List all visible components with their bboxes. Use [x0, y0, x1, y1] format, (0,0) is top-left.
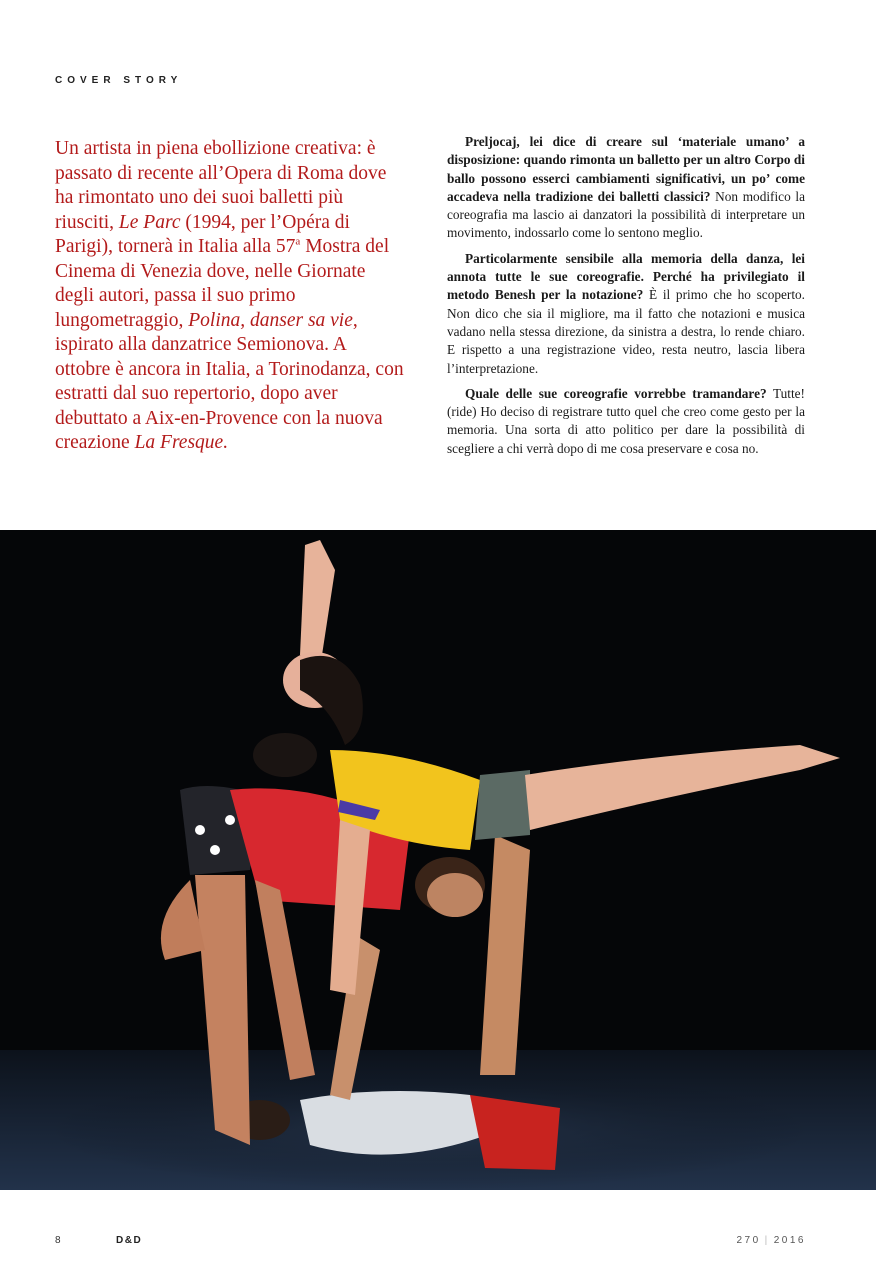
issue-number: 270: [736, 1235, 761, 1246]
lead-text-1: Un artista in piena ebollizione creativa: è passato di recente all’Opera di Roma dove ha rimontato uno dei suoi balletti più riusciti,: [55, 138, 387, 233]
interview-answer: Non modifico la coreografia ma lascio ai danzatori la possibilità di interpretare un movimento, indossarlo come lo sentono meglio.: [447, 188, 805, 241]
lead-text-4: , ispirato alla danzatrice Semionova. A ottobre è ancora in Italia, a Torinodanza, con estratti dal suo repertorio, dopo aver debuttato a Aix-en-Provence con la nuova creazione: [55, 309, 404, 453]
interview-paragraph: [447, 133, 805, 243]
interview-column: [447, 133, 805, 465]
issue-separator: |: [764, 1235, 770, 1246]
interview-question: Quale delle sue coreografie vorrebbe tramandare?: [465, 385, 767, 401]
interview-question: Preljocaj, lei dice di creare sul ‘materiale umano’ a disposizione: quando rimonta un balletto per un altro Corpo di ballo possono esserci cambiamenti significativi, un po’ come accadeva nella tradizione dei balletti classici?: [447, 134, 805, 204]
lead-title-la-fresque: La Fresque.: [134, 432, 229, 453]
interview-answer: Tutte! (ride) Ho deciso di registrare tutto quel che creo come gesto per la memoria. Una sorta di atto politico per dare la possibilità di scegliere a chi verrà dopo di me cosa preservare e cosa no.: [447, 385, 805, 456]
lead-text-2: (1994, per l’Opéra di Parigi), tornerà in Italia alla 57: [55, 211, 350, 257]
lead-text-3: Mostra del Cinema di Venezia dove, nelle Giornate degli autori, passa il suo primo lungometraggio,: [55, 236, 390, 331]
lead-paragraph: [55, 137, 405, 456]
section-label: COVER STORY: [55, 75, 183, 86]
dance-photo-illustration: [0, 530, 876, 1190]
magazine-name: D&D: [116, 1235, 143, 1246]
dance-photo: [0, 530, 876, 1190]
lead-superscript: a: [295, 235, 301, 248]
lead-title-le-parc: Le Parc: [118, 211, 181, 233]
interview-question: Particolarmente sensibile alla memoria della danza, lei annota tutte le sue coreografie. Perché ha privilegiato il metodo Benesh per la notazione?: [447, 250, 805, 303]
interview-paragraph: [447, 250, 805, 378]
page-number: 8: [55, 1235, 61, 1246]
issue-year: 2016: [773, 1235, 806, 1246]
interview-paragraph: [447, 385, 805, 458]
interview-answer: È il primo che ho scoperto. Non dico che sia il migliore, ma il fatto che notazioni e musica vadano nella stessa direzione, da sinistra a destra, lo rende chiaro. E rispetto a una registrazione video, resta neutro, lascia libera l’interpretazione.: [447, 287, 805, 376]
issue-info: [736, 1235, 806, 1246]
lead-title-polina: Polina, danser sa vie: [188, 309, 353, 331]
